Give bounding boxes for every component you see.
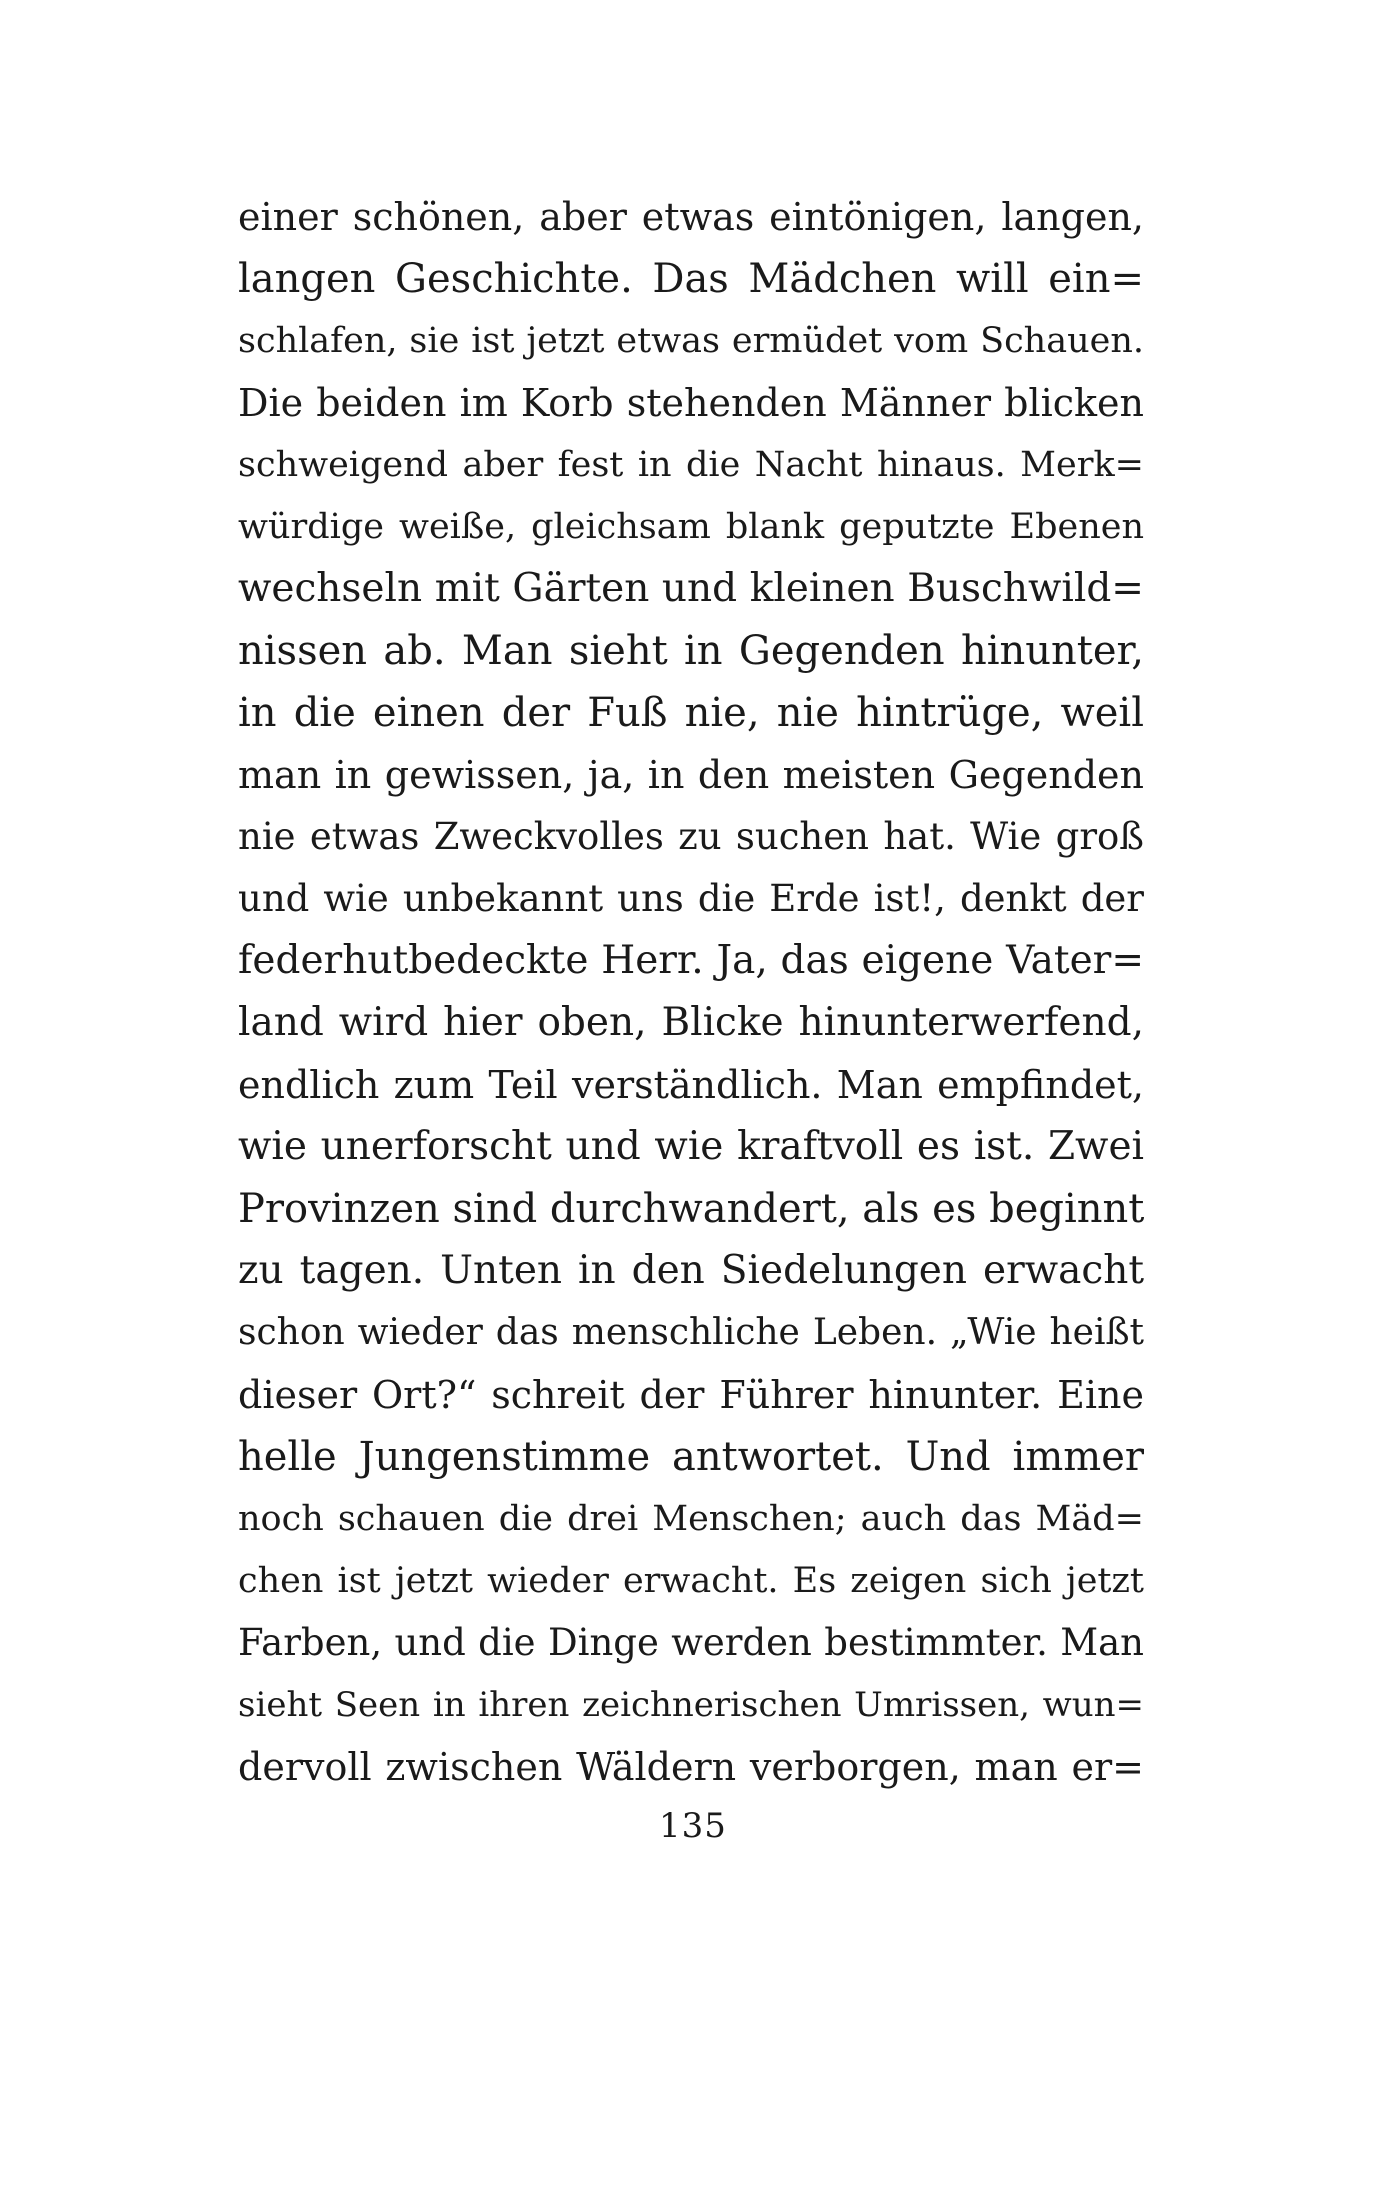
text-line: zu tagen. Unten in den Siedelungen erwacht	[238, 1248, 1144, 1293]
text-line: sieht Seen in ihren zeichnerischen Umrissen, wun=	[238, 1685, 1144, 1725]
text-line: schlafen, sie ist jetzt etwas ermüdet vom Schauen.	[238, 321, 1144, 361]
text-line: und wie unbekannt uns die Erde ist!, denkt der	[238, 877, 1144, 920]
text-line: wie unerforscht und wie kraftvoll es ist. Zwei	[238, 1124, 1144, 1169]
text-line: dervoll zwischen Wäldern verborgen, man er=	[238, 1745, 1144, 1789]
text-line: endlich zum Teil verständlich. Man empfindet,	[238, 1063, 1144, 1107]
text-line: einer schönen, aber etwas eintönigen, langen,	[238, 195, 1144, 239]
text-line: würdige weiße, gleichsam blank geputzte Ebenen	[238, 507, 1144, 547]
text-line: dieser Ort?“ schreit der Führer hinunter. Eine	[238, 1373, 1144, 1417]
text-line: Die beiden im Korb stehenden Männer blicken	[238, 381, 1144, 425]
text-line: land wird hier oben, Blicke hinunterwerfend,	[238, 1000, 1144, 1045]
text-line: schweigend aber fest in die Nacht hinaus. Merk=	[238, 445, 1144, 485]
text-line: Farben, und die Dinge werden bestimmter. Man	[238, 1621, 1144, 1664]
text-line: helle Jungenstimme antwortet. Und immer	[238, 1434, 1144, 1480]
text-line: federhutbedeckte Herr. Ja, das eigene Vater=	[238, 938, 1144, 983]
text-line: Provinzen sind durchwandert, als es beginnt	[238, 1186, 1145, 1232]
text-line: nie etwas Zweckvolles zu suchen hat. Wie groß	[238, 815, 1144, 858]
text-line: langen Geschichte. Das Mädchen will ein=	[238, 256, 1144, 302]
text-line: man in gewissen, ja, in den meisten Gegenden	[238, 753, 1144, 797]
text-line: nissen ab. Man sieht in Gegenden hinunter,	[238, 628, 1144, 674]
text-line: wechseln mit Gärten und kleinen Buschwild=	[238, 566, 1144, 611]
text-line: schon wieder das menschliche Leben. „Wie heißt	[238, 1312, 1144, 1353]
text-line: chen ist jetzt wieder erwacht. Es zeigen sich jetzt	[238, 1561, 1144, 1601]
page-number: 135	[659, 1806, 727, 1846]
body-text	[238, 186, 1144, 1798]
text-line: noch schauen die drei Menschen; auch das Mäd=	[238, 1499, 1144, 1539]
text-line: in die einen der Fuß nie, nie hintrüge, weil	[238, 690, 1144, 736]
